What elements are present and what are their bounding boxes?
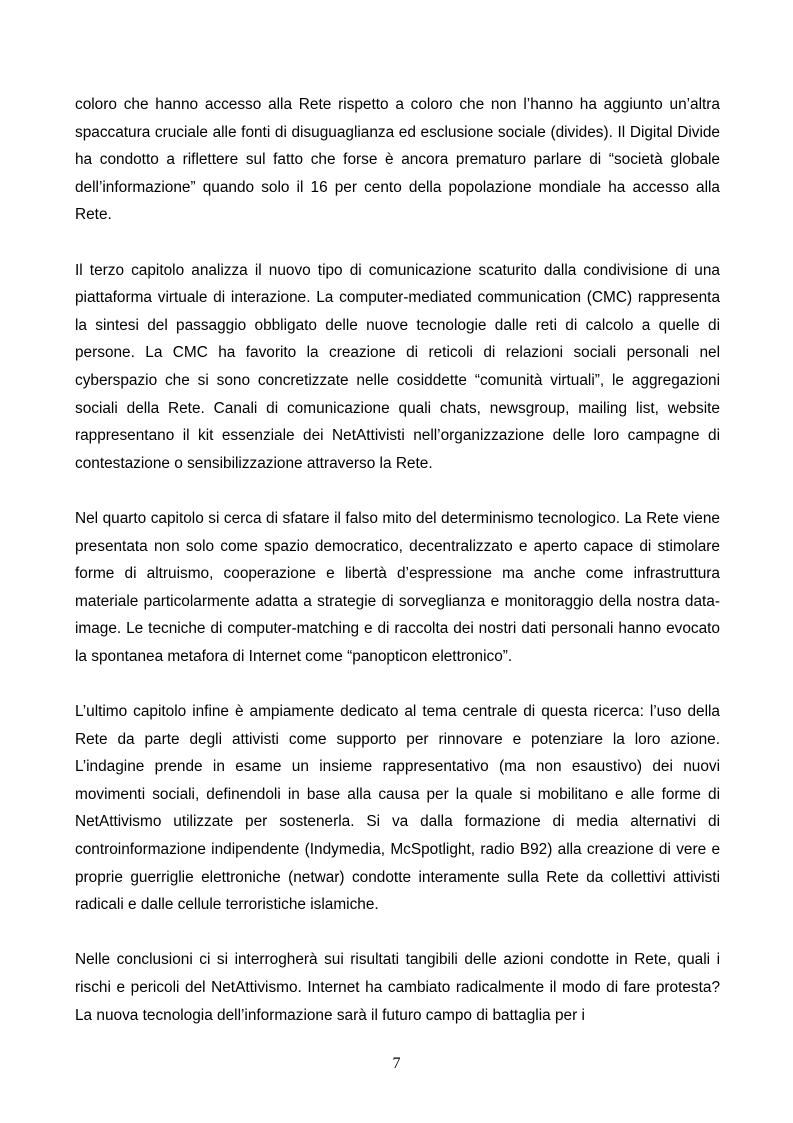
paragraph-last-chapter: L’ultimo capitolo infine è ampiamente dedicato al tema centrale di questa ricerca: l’uso della Rete da parte degli attivisti come supporto per rinnovare e potenziare la loro azione. L’indagine prende in esame un insieme rappresentativo (ma non esaustivo) dei nuovi movimenti sociali, definendoli in base alla causa per la quale si mobilitano e alle forme di NetAttivismo utilizzate per sostenerla. Si va dalla formazione di media alternativi di controinformazione indipendente (Indymedia, McSpotlight, radio B92) alla creazione di vere e proprie guerriglie elettroniche (netwar) condotte interamente sulla Rete da collettivi attivisti radicali e dalle cellule terroristiche islamiche. <box>75 703 720 914</box>
paragraph-fourth-chapter: Nel quarto capitolo si cerca di sfatare il falso mito del determinismo tecnologico. La Rete viene presentata non solo come spazio democratico, decentralizzato e aperto capace di stimolare forme di altruismo, cooperazione e libertà d’espressione ma anche come infrastruttura materiale particolarmente adatta a strategie di sorveglianza e monitoraggio della nostra data-image. Le tecniche di computer-matching e di raccolta dei nostri dati personali hanno evocato la spontanea metafora di Internet come “panopticon elettronico”. <box>75 509 720 665</box>
paragraph-digital-divide: coloro che hanno accesso alla Rete rispetto a coloro che non l’hanno ha aggiunto un’altra spaccatura cruciale alle fonti di disuguaglianza ed esclusione sociale (divides). Il Digital Divide ha condotto a riflettere sul fatto che forse è ancora prematuro parlare di “società globale dell’informazione” quando solo il 16 per cento della popolazione mondiale ha accesso alla Rete. <box>75 96 720 224</box>
document-body <box>75 91 720 1029</box>
paragraph-conclusions: Nelle conclusioni ci si interrogherà sui risultati tangibili delle azioni condotte in Rete, quali i rischi e pericoli del NetAttivismo. Internet ha cambiato radicalmente il modo di fare protesta? La nuova tecnologia dell’informazione sarà il futuro campo di battaglia per i <box>75 951 720 1024</box>
paragraph-third-chapter: Il terzo capitolo analizza il nuovo tipo di comunicazione scaturito dalla condivisione di una piattaforma virtuale di interazione. La computer-mediated communication (CMC) rappresenta la sintesi del passaggio obbligato delle nuove tecnologie dalle reti di calcolo a quelle di persone. La CMC ha favorito la creazione di reticoli di relazioni sociali personali nel cyberspazio che si sono concretizzate nelle cosiddette “comunità virtuali”, le aggregazioni sociali della Rete. Canali di comunicazione quali chats, newsgroup, mailing list, website rappresentano il kit essenziale dei NetAttivisti nell’organizzazione delle loro campagne di contestazione o sensibilizzazione attraverso la Rete. <box>75 261 720 472</box>
page-number: 7 <box>392 1055 401 1072</box>
